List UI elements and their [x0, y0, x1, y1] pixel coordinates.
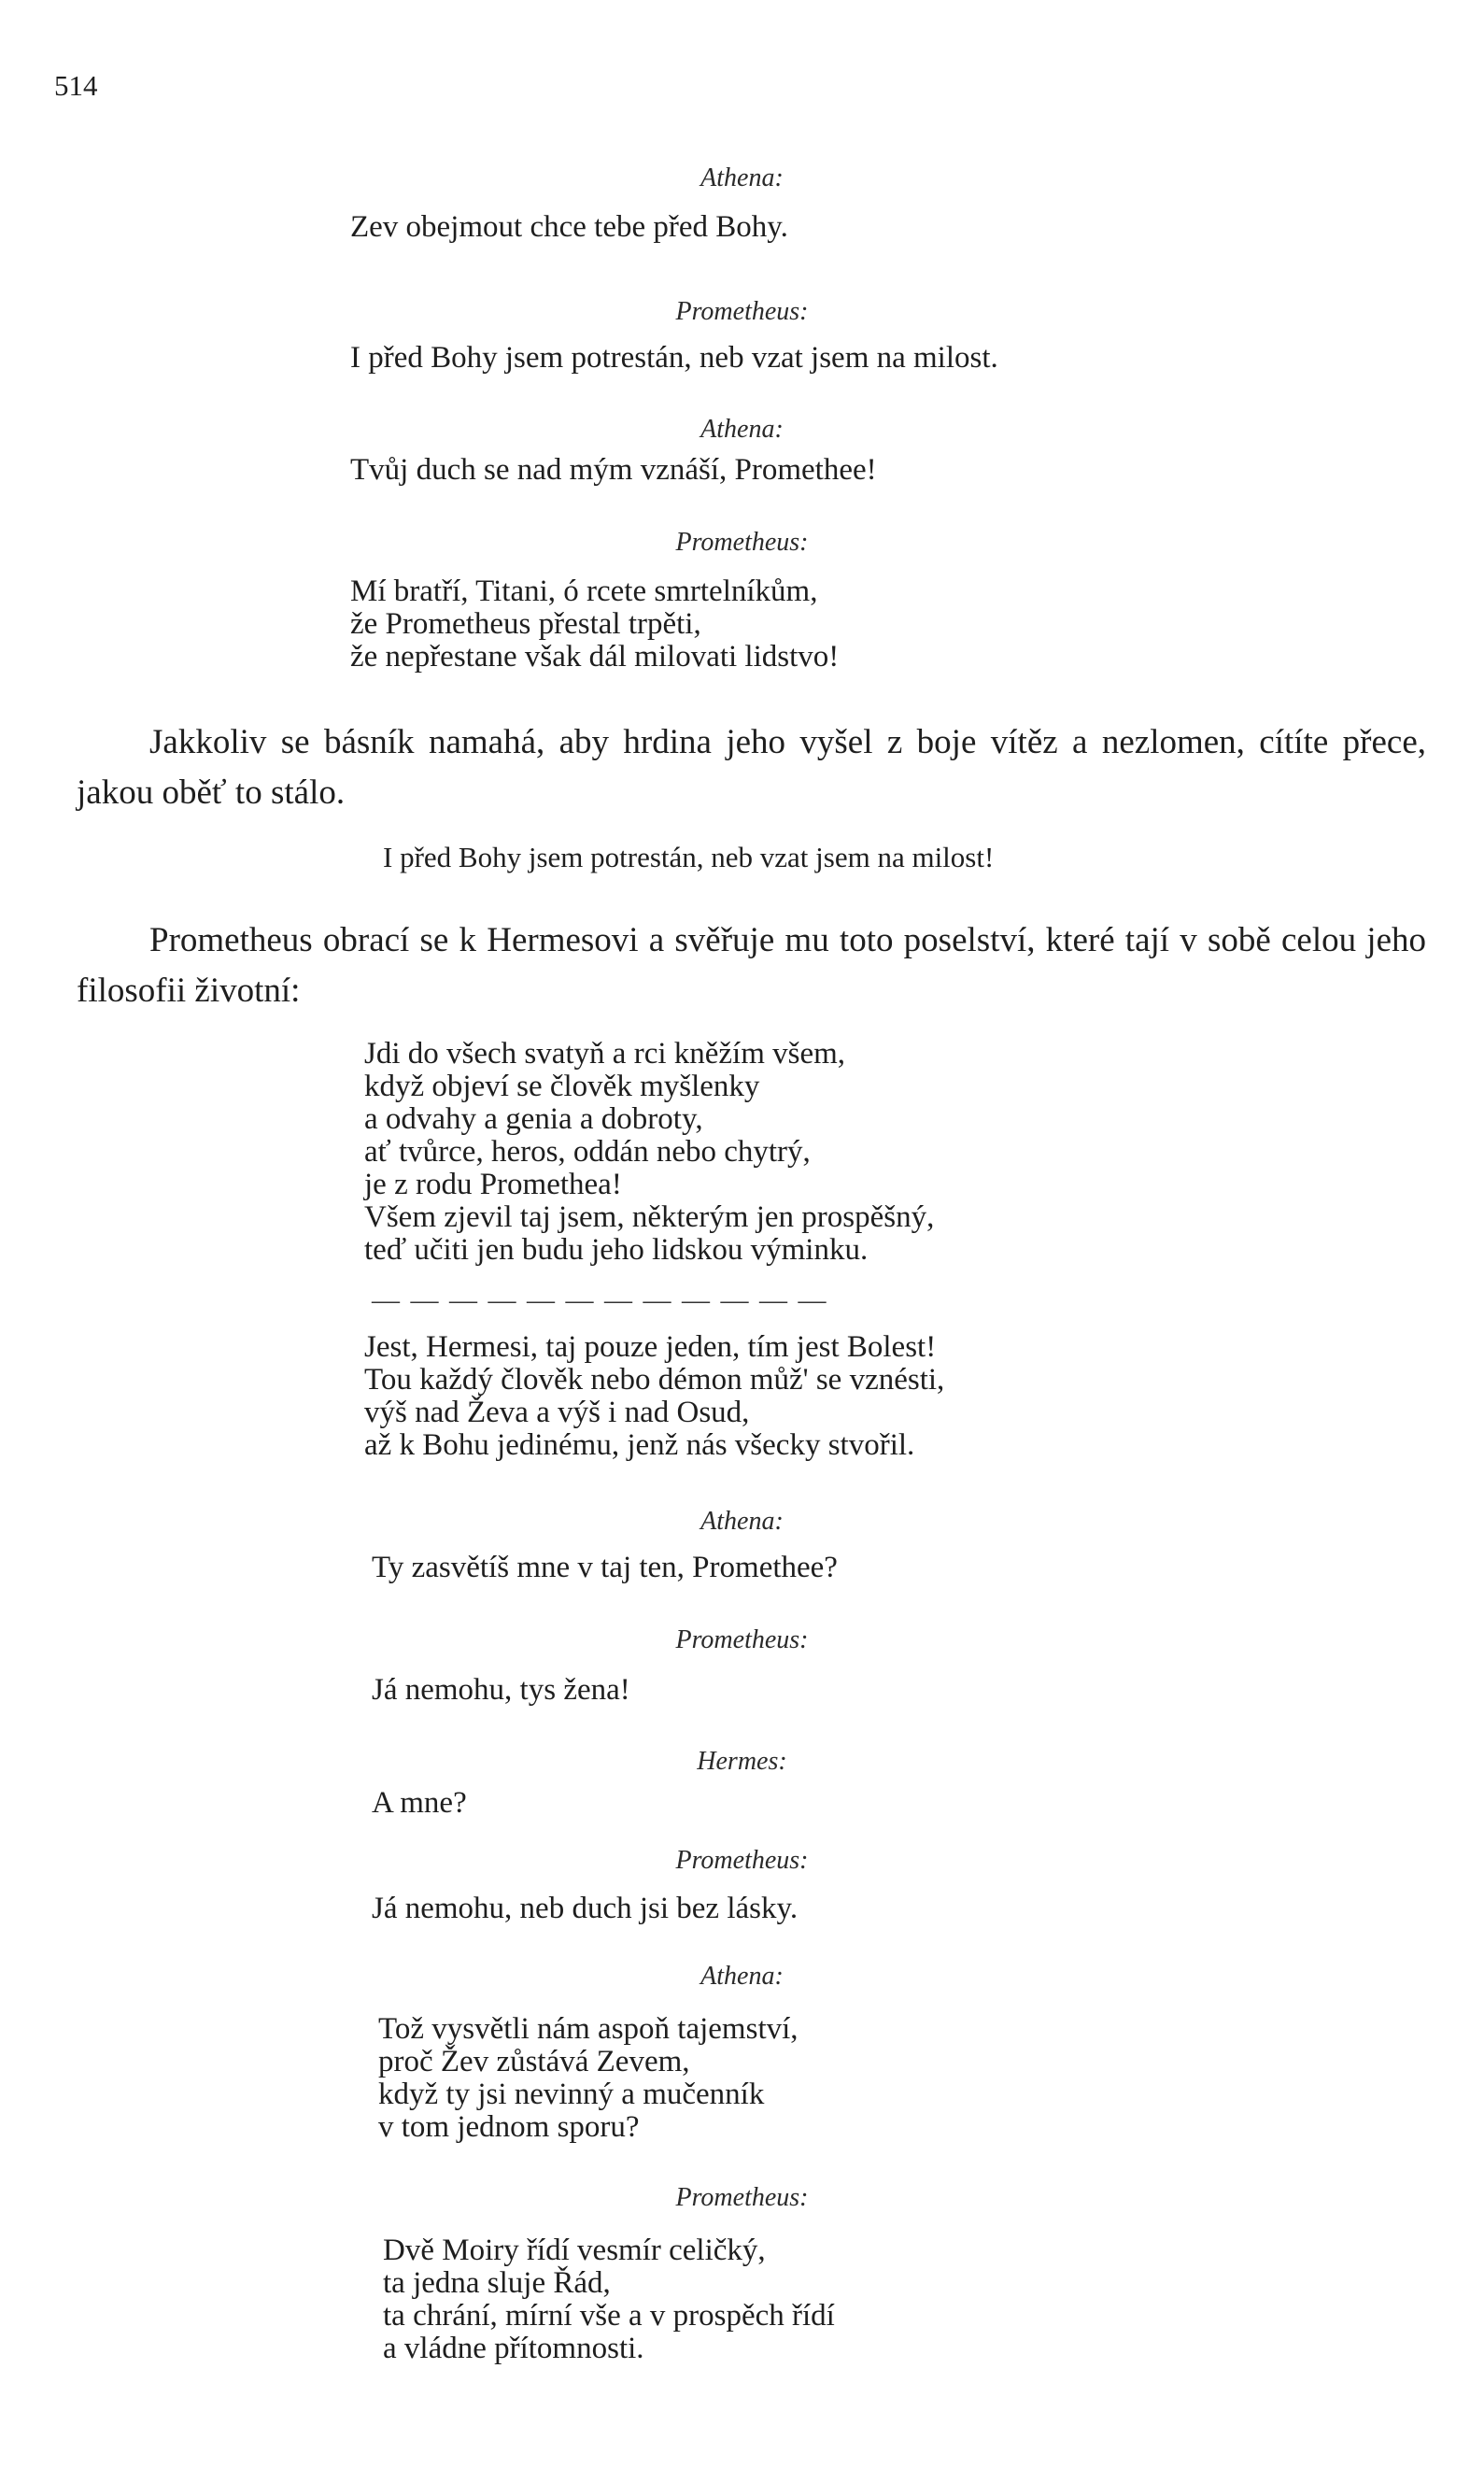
prose-paragraph: Jakkoliv se básník namahá, aby hrdina jeho vyšel z boje vítěz a nezlomen, cítíte přece, jakou oběť to stálo. — [77, 723, 1426, 812]
speaker-prometheus: Prometheus: — [675, 1625, 809, 1654]
speaker-athena: Athena: — [700, 415, 784, 444]
speaker-athena: Athena: — [700, 163, 784, 192]
verse-line: Já nemohu, tys žena! — [372, 1673, 630, 1707]
verse-line: Tou každý člověk nebo démon můž' se vznésti, — [364, 1363, 945, 1397]
verse-line: Já nemohu, neb duch jsi bez lásky. — [372, 1892, 799, 1925]
verse-line: Jest, Hermesi, taj pouze jeden, tím jest Bolest! — [364, 1330, 937, 1364]
verse-line: v tom jednom sporu? — [378, 2110, 640, 2144]
verse-line: až k Bohu jedinému, jenž nás všecky stvořil. — [364, 1428, 915, 1462]
verse-line: a odvahy a genia a dobroty, — [364, 1102, 703, 1136]
speaker-athena: Athena: — [700, 1507, 784, 1536]
verse-line: teď učiti jen budu jeho lidskou výminku. — [364, 1233, 869, 1267]
speaker-prometheus: Prometheus: — [675, 1846, 809, 1875]
verse-line: Mí bratří, Titani, ó rcete smrtelníkům, — [350, 574, 818, 608]
verse-line: je z rodu Promethea! — [364, 1168, 622, 1201]
verse-line: Všem zjevil taj jsem, některým jen prospěšný, — [364, 1200, 935, 1234]
dashed-separator: — — — — — — — — — — — — — [372, 1284, 828, 1315]
verse-line: a vládne přítomnosti. — [383, 2332, 644, 2365]
verse-line: Jdi do všech svatyň a rci kněžím všem, — [364, 1037, 846, 1071]
speaker-prometheus: Prometheus: — [675, 528, 809, 557]
verse-line: I před Bohy jsem potrestán, neb vzat jsem na milost. — [350, 341, 998, 375]
page-number: 514 — [54, 69, 98, 102]
verse-line: Ty zasvětíš mne v taj ten, Promethee? — [372, 1551, 838, 1584]
verse-line: Zev obejmout chce tebe před Bohy. — [350, 210, 788, 244]
verse-line: když ty jsi nevinný a mučenník — [378, 2078, 765, 2111]
verse-line: A mne? — [372, 1786, 467, 1820]
speaker-prometheus: Prometheus: — [675, 297, 809, 326]
speaker-athena: Athena: — [700, 1962, 784, 1991]
verse-line: výš nad Ževa a výš i nad Osud, — [364, 1396, 750, 1429]
speaker-hermes: Hermes: — [697, 1747, 787, 1776]
verse-line: ta chrání, mírní vše a v prospěch řídí — [383, 2299, 835, 2333]
verse-line: ta jedna sluje Řád, — [383, 2266, 611, 2300]
verse-line: že Prometheus přestal trpěti, — [350, 607, 701, 641]
verse-line: Tvůj duch se nad mým vznáší, Promethee! — [350, 453, 877, 487]
verse-line: že nepřestane však dál milovati lidstvo! — [350, 640, 840, 674]
speaker-prometheus: Prometheus: — [675, 2183, 809, 2212]
verse-line: Tož vysvětli nám aspoň tajemství, — [378, 2012, 799, 2046]
verse-line: Dvě Moiry řídí vesmír celičký, — [383, 2234, 766, 2267]
verse-line: ať tvůrce, heros, oddán nebo chytrý, — [364, 1135, 811, 1169]
verse-line: proč Žev zůstává Zevem, — [378, 2045, 690, 2078]
verse-line: když objeví se člověk myšlenky — [364, 1070, 760, 1103]
quote-line: I před Bohy jsem potrestán, neb vzat jsem na milost! — [383, 841, 995, 873]
prose-paragraph: Prometheus obrací se k Hermesovi a svěřuje mu toto poselství, které tají v sobě celou jeho filosofii životní: — [77, 921, 1426, 1010]
